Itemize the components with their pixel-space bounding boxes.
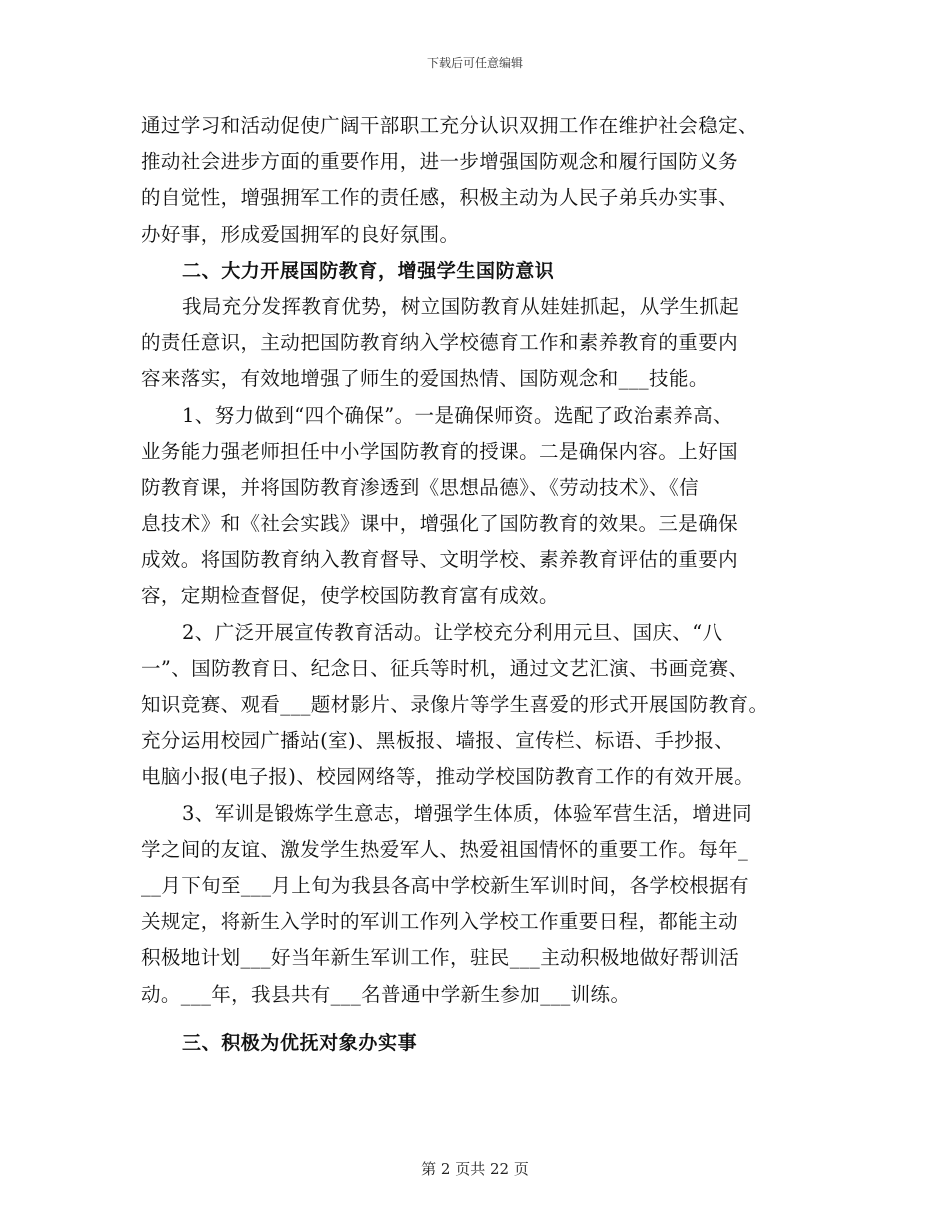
paragraph-line: 业务能力强老师担任中小学国防教育的授课。二是确保内容。上好国 <box>141 439 739 463</box>
page-header: 下载后可任意编辑 <box>426 56 523 70</box>
paragraph-line: 办好事，形成爱国拥军的良好氛围。 <box>141 222 460 246</box>
section-spacer <box>141 1013 821 1025</box>
paragraph-line: 防教育课，并将国防教育渗透到《思想品德》、《劳动技术》、《信 <box>141 475 700 499</box>
paragraph-line: 学之间的友谊、激发学生热爱军人、热爱祖国情怀的重要工作。每年_ <box>141 837 749 861</box>
paragraph-line: 2、广泛开展宣传教育活动。让学校充分利用元旦、国庆、“八 <box>182 620 723 644</box>
paragraph-line: 通过学习和活动促使广阔干部职工充分认识双拥工作在维护社会稳定、 <box>141 114 758 137</box>
paragraph-line: 推动社会进步方面的重要作用，进一步增强国防观念和履行国防义务 <box>141 150 739 174</box>
paragraph-line: 知识竞赛、观看___题材影片、录像片等学生喜爱的形式开展国防教育。 <box>141 693 769 716</box>
paragraph-line: 电脑小报(电子报)、校园网络等，推动学校国防教育工作的有效开展。 <box>141 765 755 789</box>
page-footer: 第 2 页共 22 页 <box>421 1160 529 1178</box>
paragraph-line: 3、军训是锻炼学生意志，增强学生体质，体验军营生活，增进同 <box>182 801 753 825</box>
paragraph-line: 息技术》和《社会实践》课中，增强化了国防教育的效果。三是确保 <box>141 512 739 536</box>
section-heading: 三、积极为优抚对象办实事 <box>182 1031 418 1054</box>
paragraph-line: 的自觉性，增强拥军工作的责任感，积极主动为人民子弟兵办实事、 <box>141 186 739 210</box>
paragraph-line: 关规定，将新生入学时的军训工作列入学校工作重要日程，都能主动 <box>141 910 739 934</box>
paragraph-line: 充分运用校园广播站(室)、黑板报、墙报、宣传栏、标语、手抄报、 <box>141 729 735 753</box>
paragraph-line: 的责任意识，主动把国防教育纳入学校德育工作和素养教育的重要内 <box>141 331 739 355</box>
section-heading: 二、大力开展国防教育，增强学生国防意识 <box>182 259 555 282</box>
paragraph-line: 动。___年，我县共有___名普通中学新生参加___训练。 <box>141 982 631 1006</box>
paragraph-line: 容来落实，有效地增强了师生的爱国热情、国防观念和___技能。 <box>141 367 709 391</box>
paragraph-line: 一”、国防教育日、纪念日、征兵等时机，通过文艺汇演、书画竞赛、 <box>141 656 749 680</box>
paragraph-line: 1、努力做到“四个确保”。一是确保师资。选配了政治素养高、 <box>182 403 733 427</box>
paragraph-line: __月下旬至___月上旬为我县各高中学校新生军训时间，各学校根据有 <box>141 873 749 897</box>
paragraph-line: 积极地计划___好当年新生军训工作，驻民___主动积极地做好帮训活 <box>141 946 740 970</box>
paragraph-line: 成效。将国防教育纳入教育督导、文明学校、素养教育评估的重要内 <box>141 548 739 572</box>
paragraph-line: 我局充分发挥教育优势，树立国防教育从娃娃抓起，从学生抓起 <box>182 294 740 318</box>
document-body <box>141 108 821 1061</box>
paragraph-line: 容，定期检查督促，使学校国防教育富有成效。 <box>141 584 559 608</box>
